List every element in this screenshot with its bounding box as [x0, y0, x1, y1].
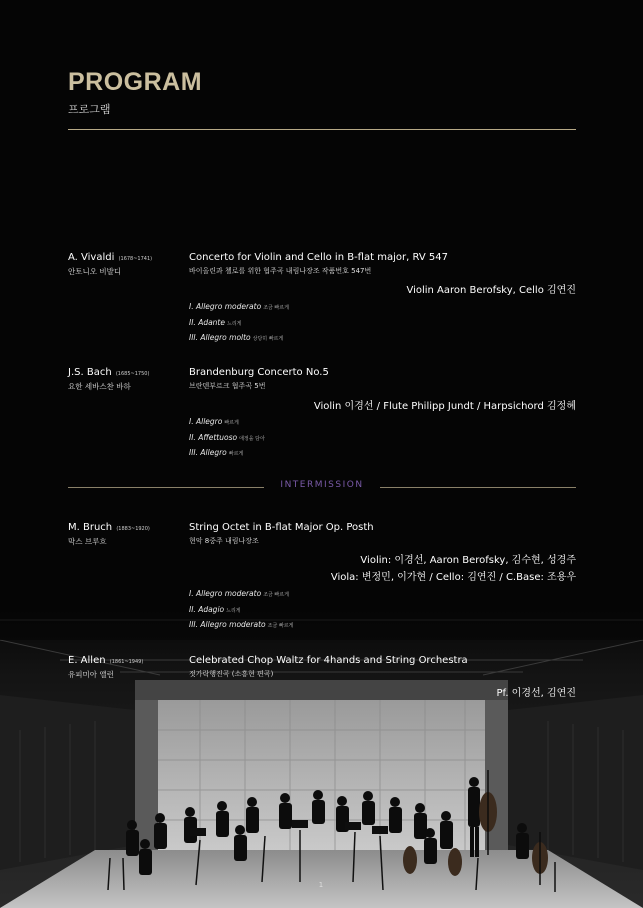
- movement: III. Allegro molto 상당히 빠르게: [189, 333, 284, 342]
- work-title: String Octet in B-flat Major Op. Posth: [189, 522, 374, 533]
- page-number: 1: [318, 881, 324, 889]
- performers: Violin 이경선 / Flute Philipp Jundt / Harpsichord 김정혜: [313, 401, 576, 412]
- composer-name-korean: 요한 세바스찬 바하: [68, 382, 131, 391]
- movement: II. Adante 느리게: [189, 317, 242, 327]
- divider-line: [380, 487, 576, 488]
- performers: Viola: 변정민, 이가현 / Cello: 김연진 / C.Base: 조용우: [330, 572, 576, 583]
- page-title: PROGRAM: [68, 68, 203, 96]
- movement: I. Allegro moderato 조금 빠르게: [189, 589, 289, 598]
- performers: Violin Aaron Berofsky, Cello 김연진: [406, 285, 576, 296]
- composer-name-korean: 안토니오 비발디: [68, 267, 122, 276]
- work-title: Concerto for Violin and Cello in B-flat major, RV 547: [189, 252, 448, 263]
- movement: I. Allegro 빠르게: [189, 417, 239, 426]
- composer-name-korean: 막스 브루흐: [68, 537, 107, 546]
- movements-list: [189, 415, 265, 462]
- divider-line: [68, 487, 264, 488]
- performers: Pf. 이경선, 김연진: [496, 688, 576, 699]
- title-divider: [68, 129, 576, 130]
- work-title-korean: 브란덴부르크 협주곡 5번: [189, 382, 266, 390]
- composer-name: A. Vivaldi (1678~1741): [68, 252, 153, 263]
- composer-name: J.S. Bach (1685~1750): [68, 367, 150, 378]
- work-title-korean: 젓가락행진곡 (소흥현 편곡): [189, 670, 274, 678]
- work-title-korean: 바이올린과 첼로를 위한 협주곡 내림나장조 작품번호 547번: [189, 267, 372, 275]
- movement: II. Adagio 느리게: [189, 604, 241, 614]
- movement: II. Affettuoso 애정을 담아: [189, 432, 265, 442]
- work-title-korean: 현악 8중주 내림나장조: [189, 537, 259, 545]
- movement: III. Allegro 빠르게: [189, 448, 244, 457]
- intermission-divider: [68, 480, 576, 494]
- work-title: Brandenburg Concerto No.5: [189, 367, 329, 378]
- work-title: Celebrated Chop Waltz for 4hands and String Orchestra: [189, 655, 468, 666]
- movements-list: [189, 300, 289, 347]
- movements-list: [189, 587, 293, 634]
- concert-hall-photo: [0, 600, 643, 908]
- intermission-label: INTERMISSION: [280, 480, 364, 490]
- composer-name: M. Bruch (1883~1920): [68, 522, 150, 533]
- composer-name: E. Allen (1861~1949): [68, 655, 144, 666]
- composer-name-korean: 유피미아 앨런: [68, 670, 114, 679]
- page-subtitle: 프로그램: [68, 103, 111, 116]
- movement: III. Allegro moderato 조금 빠르게: [189, 620, 294, 629]
- performers: Violin: 이경선, Aaron Berofsky, 김수현, 성경주: [360, 555, 576, 566]
- movement: I. Allegro moderato 조금 빠르게: [189, 302, 289, 311]
